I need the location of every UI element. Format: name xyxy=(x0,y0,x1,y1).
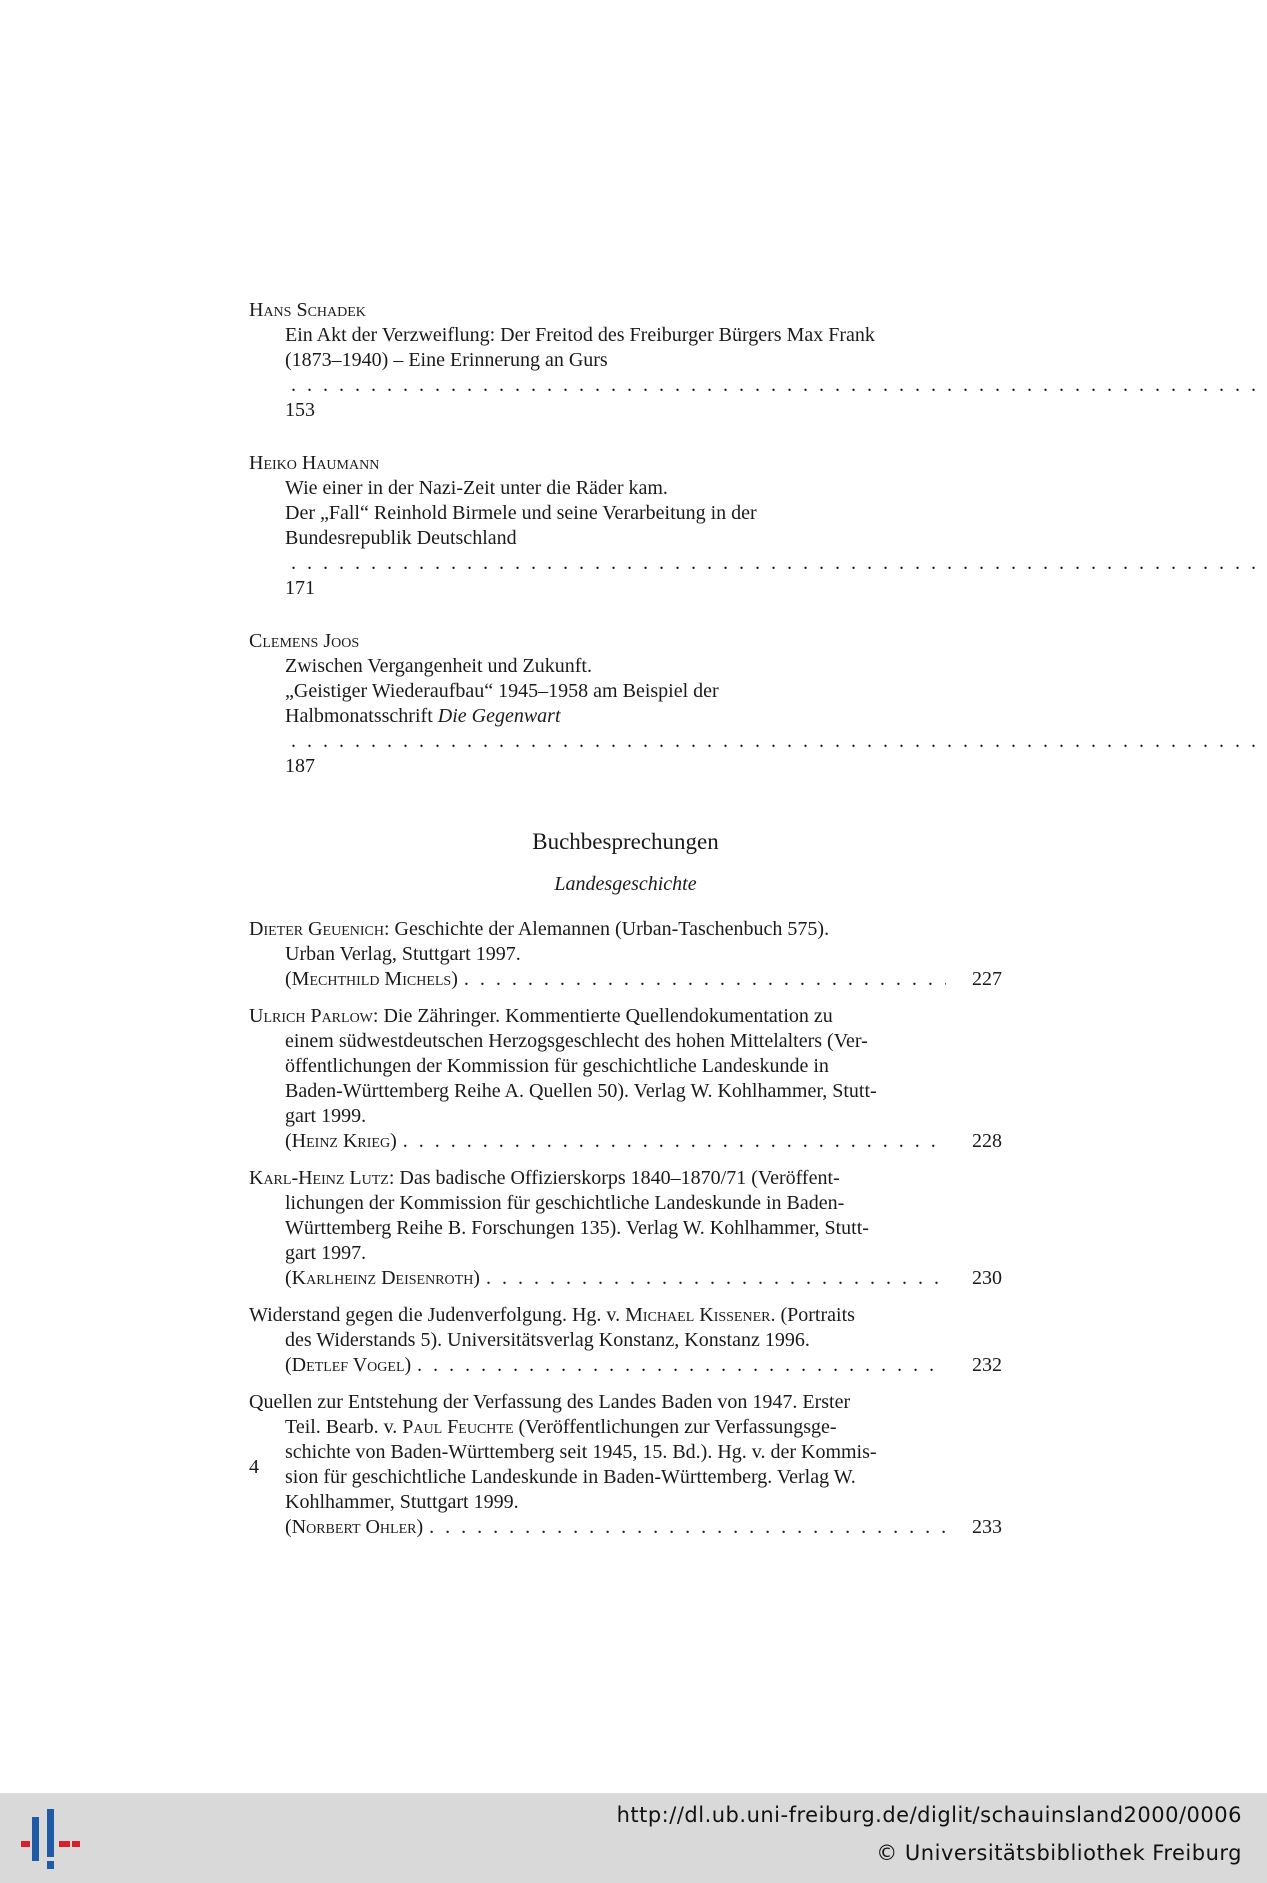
review-entry xyxy=(249,1390,1002,1540)
toc-page-number: 187 xyxy=(285,755,315,777)
page-number: 4 xyxy=(249,1456,259,1478)
section-title: Buchbesprechungen xyxy=(532,829,719,854)
toc-title-line: Zwischen Vergangenheit und Zukunft. xyxy=(285,655,592,677)
review-citation-line: sion für geschichtliche Landeskunde in Baden-Württemberg. Verlag W. xyxy=(285,1466,856,1488)
review-entry xyxy=(249,1166,1002,1291)
toc-entry xyxy=(249,629,1002,779)
toc-author: Clemens Joos xyxy=(249,630,360,652)
ub-freiburg-logo-icon xyxy=(18,1807,82,1871)
review-page-number: 233 xyxy=(972,1516,1002,1538)
review-citation-line: des Widerstands 5). Universitätsverlag Konstanz, Konstanz 1996. xyxy=(285,1329,810,1351)
footer-bar xyxy=(0,1793,1267,1883)
toc-title-line: Halbmonatsschrift Die Gegenwart xyxy=(285,705,561,727)
review-citation-line: Württemberg Reihe B. Forschungen 135). Verlag W. Kohlhammer, Stutt- xyxy=(285,1217,869,1239)
review-citation-line: Urban Verlag, Stuttgart 1997. xyxy=(285,943,521,965)
reviewer-name: (Detlef Vogel) xyxy=(285,1354,412,1376)
dot-leader xyxy=(291,730,1267,752)
reviewer-name: (Heinz Krieg) xyxy=(285,1130,397,1152)
dot-leader xyxy=(464,967,946,992)
source-url-link[interactable]: http://dl.ub.uni-freiburg.de/diglit/schauinsland2000/0006 xyxy=(616,1803,1242,1827)
subsection-title: Landesgeschichte xyxy=(554,873,697,895)
review-author: Karl-Heinz Lutz xyxy=(249,1167,389,1189)
review-citation-line: Baden-Württemberg Reihe A. Quellen 50). Verlag W. Kohlhammer, Stutt- xyxy=(285,1080,877,1102)
review-page-number: 227 xyxy=(972,968,1002,990)
toc-entry xyxy=(249,451,1002,601)
toc-entry xyxy=(249,298,1002,423)
dot-leader xyxy=(403,1129,946,1154)
toc-title-line: Bundesrepublik Deutschland xyxy=(285,527,517,549)
dot-leader xyxy=(291,552,1267,574)
reviewer-name: (Karlheinz Deisenroth) xyxy=(285,1267,480,1289)
review-entry xyxy=(249,1004,1002,1154)
reviewer-name: (Mechthild Michels) xyxy=(285,968,458,990)
toc-title-line: Der „Fall“ Reinhold Birmele und seine Verarbeitung in der xyxy=(285,502,757,524)
toc-page-number: 171 xyxy=(285,577,315,599)
reviewer-name: (Norbert Ohler) xyxy=(285,1516,424,1538)
dot-leader xyxy=(291,374,1267,396)
review-citation-line: einem südwestdeutschen Herzogsgeschlecht des hohen Mittelalters (Ver- xyxy=(285,1030,868,1052)
review-citation: Karl-Heinz Lutz: Das badische Offizierskorps 1840–1870/71 (Veröffent- xyxy=(249,1167,840,1189)
copyright-notice: © Universitätsbibliothek Freiburg xyxy=(876,1841,1242,1865)
editor-name: Michael Kissener xyxy=(625,1304,771,1326)
review-page-number: 230 xyxy=(972,1267,1002,1289)
toc-title-line: „Geistiger Wiederaufbau“ 1945–1958 am Beispiel der xyxy=(285,680,719,702)
toc-title-line: (1873–1940) – Eine Erinnerung an Gurs xyxy=(285,349,608,371)
review-author: Dieter Geuenich xyxy=(249,918,384,940)
toc-title-line: Wie einer in der Nazi-Zeit unter die Räder kam. xyxy=(285,477,668,499)
toc-content xyxy=(249,298,1002,1552)
review-entry xyxy=(249,1303,1002,1378)
review-citation: Quellen zur Entstehung der Verfassung des Landes Baden von 1947. Erster xyxy=(249,1391,851,1413)
review-citation-line: lichungen der Kommission für geschichtliche Landeskunde in Baden- xyxy=(285,1192,845,1214)
review-author: Ulrich Parlow xyxy=(249,1005,373,1027)
review-citation-line: gart 1999. xyxy=(285,1105,367,1127)
toc-title-line: Ein Akt der Verzweiflung: Der Freitod des Freiburger Bürgers Max Frank xyxy=(285,324,875,346)
editor-name: Paul Feuchte xyxy=(402,1416,514,1438)
journal-title: Die Gegenwart xyxy=(437,705,561,727)
toc-author: Hans Schadek xyxy=(249,299,366,321)
dot-leader xyxy=(417,1353,946,1378)
review-citation-line: Kohlhammer, Stuttgart 1999. xyxy=(285,1491,519,1513)
dot-leader xyxy=(486,1266,946,1291)
review-citation-line: schichte von Baden-Württemberg seit 1945, 15. Bd.). Hg. v. der Kommis- xyxy=(285,1441,877,1463)
dot-leader xyxy=(429,1515,946,1540)
review-citation: Dieter Geuenich: Geschichte der Alemannen (Urban-Taschenbuch 575). xyxy=(249,918,830,940)
toc-author: Heiko Haumann xyxy=(249,452,380,474)
review-page-number: 228 xyxy=(972,1130,1002,1152)
review-entry xyxy=(249,917,1002,992)
toc-page-number: 153 xyxy=(285,399,315,421)
review-citation-line: öffentlichungen der Kommission für geschichtliche Landeskunde in xyxy=(285,1055,829,1077)
review-citation: Ulrich Parlow: Die Zähringer. Kommentierte Quellendokumentation zu xyxy=(249,1005,833,1027)
review-citation-line: gart 1997. xyxy=(285,1242,367,1264)
review-citation-line: Teil. Bearb. v. Paul Feuchte (Veröffentlichungen zur Verfassungsge- xyxy=(285,1416,837,1438)
review-page-number: 232 xyxy=(972,1354,1002,1376)
review-citation: Widerstand gegen die Judenverfolgung. Hg. v. Michael Kissener. (Portraits xyxy=(249,1304,855,1326)
